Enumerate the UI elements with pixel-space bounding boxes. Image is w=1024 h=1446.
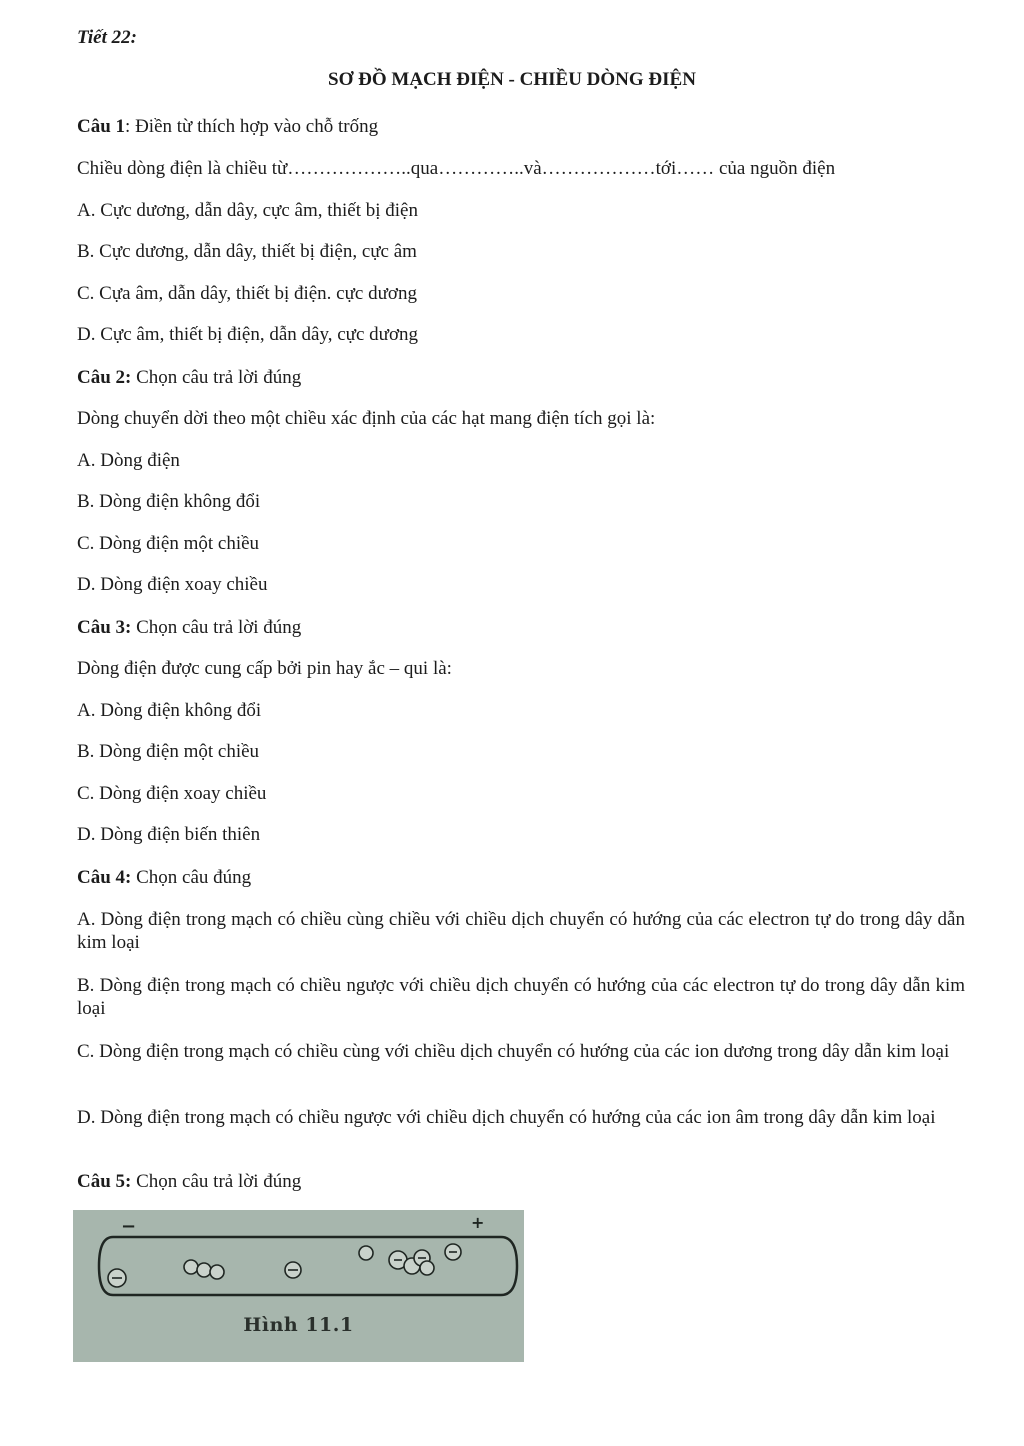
lesson-number: Tiết 22: — [77, 27, 137, 48]
question-2-option-b: B. Dòng điện không đổi — [77, 491, 261, 512]
question-3-statement: Dòng điện được cung cấp bởi pin hay ắc – qui là: — [77, 658, 452, 679]
question-3-option-a: A. Dòng điện không đổi — [77, 700, 262, 721]
question-3-option-c: C. Dòng điện xoay chiều — [77, 783, 267, 804]
question-4-option-b: B. Dòng điện trong mạch có chiều ngược với chiều dịch chuyển có hướng của các electron tự do trong dây dẫn kim loại — [77, 975, 965, 1019]
question-2-statement: Dòng chuyển dời theo một chiều xác định của các hạt mang điện tích gọi là: — [77, 408, 656, 429]
question-1-heading — [77, 115, 967, 139]
negative-terminal-sign: − — [121, 1216, 137, 1237]
question-4-prompt: Chọn câu đúng — [131, 867, 252, 888]
positive-terminal-sign: + — [471, 1213, 485, 1232]
question-4-heading — [77, 866, 967, 890]
electron-icon — [359, 1246, 373, 1260]
question-5-prompt: Chọn câu trả lời đúng — [131, 1171, 302, 1192]
question-1-option-b: B. Cực dương, dẫn dây, thiết bị điện, cực âm — [77, 241, 417, 262]
question-1-label: Câu 1 — [77, 116, 126, 137]
question-2-option-c: C. Dòng điện một chiều — [77, 533, 260, 554]
electron-group — [108, 1244, 461, 1287]
question-2-option-d: D. Dòng điện xoay chiều — [77, 574, 268, 595]
question-1-option-c: C. Cựa âm, dẫn dây, thiết bị điện. cực dương — [77, 283, 417, 304]
question-5-heading — [77, 1170, 967, 1194]
electron-icon — [184, 1260, 198, 1274]
question-3-option-d: D. Dòng điện biến thiên — [77, 824, 261, 845]
question-4-option-c: C. Dòng điện trong mạch có chiều cùng với chiều dịch chuyển có hướng của các ion dương trong dây dẫn kim loại — [77, 1041, 950, 1062]
electron-icon — [197, 1263, 211, 1277]
question-3-label: Câu 3: — [77, 617, 132, 638]
question-1-option-a: A. Cực dương, dẫn dây, cực âm, thiết bị điện — [77, 200, 418, 221]
electron-icon — [420, 1261, 434, 1275]
question-2-option-a: A. Dòng điện — [77, 450, 180, 471]
question-2-prompt: Chọn câu trả lời đúng — [131, 367, 302, 388]
figure-11-1 — [73, 1210, 524, 1362]
question-2-heading — [77, 366, 967, 390]
question-3-option-b: B. Dòng điện một chiều — [77, 741, 260, 762]
question-1-statement: Chiều dòng điện là chiều từ………………..qua…………..và………………tới…… của nguồn điện — [77, 158, 836, 179]
page-title: SƠ ĐỒ MẠCH ĐIỆN - CHIỀU DÒNG ĐIỆN — [328, 69, 696, 90]
conductor-diagram — [73, 1210, 524, 1362]
question-3-heading — [77, 616, 967, 640]
question-5-label: Câu 5: — [77, 1171, 132, 1192]
question-4-label: Câu 4: — [77, 867, 132, 888]
question-2-label: Câu 2: — [77, 367, 132, 388]
question-1-option-d: D. Cực âm, thiết bị điện, dẫn dây, cực dương — [77, 324, 418, 345]
question-3-prompt: Chọn câu trả lời đúng — [131, 617, 302, 638]
figure-caption: Hình 11.1 — [243, 1314, 354, 1336]
question-4-option-a: A. Dòng điện trong mạch có chiều cùng chiều với chiều dịch chuyển có hướng của các electron tự do trong dây dẫn kim loại — [77, 909, 965, 953]
question-4-option-d: D. Dòng điện trong mạch có chiều ngược với chiều dịch chuyển có hướng của các ion âm trong dây dẫn kim loại — [77, 1107, 936, 1128]
electron-icon — [210, 1265, 224, 1279]
question-1-prompt: : Điền từ thích hợp vào chỗ trống — [125, 116, 379, 137]
